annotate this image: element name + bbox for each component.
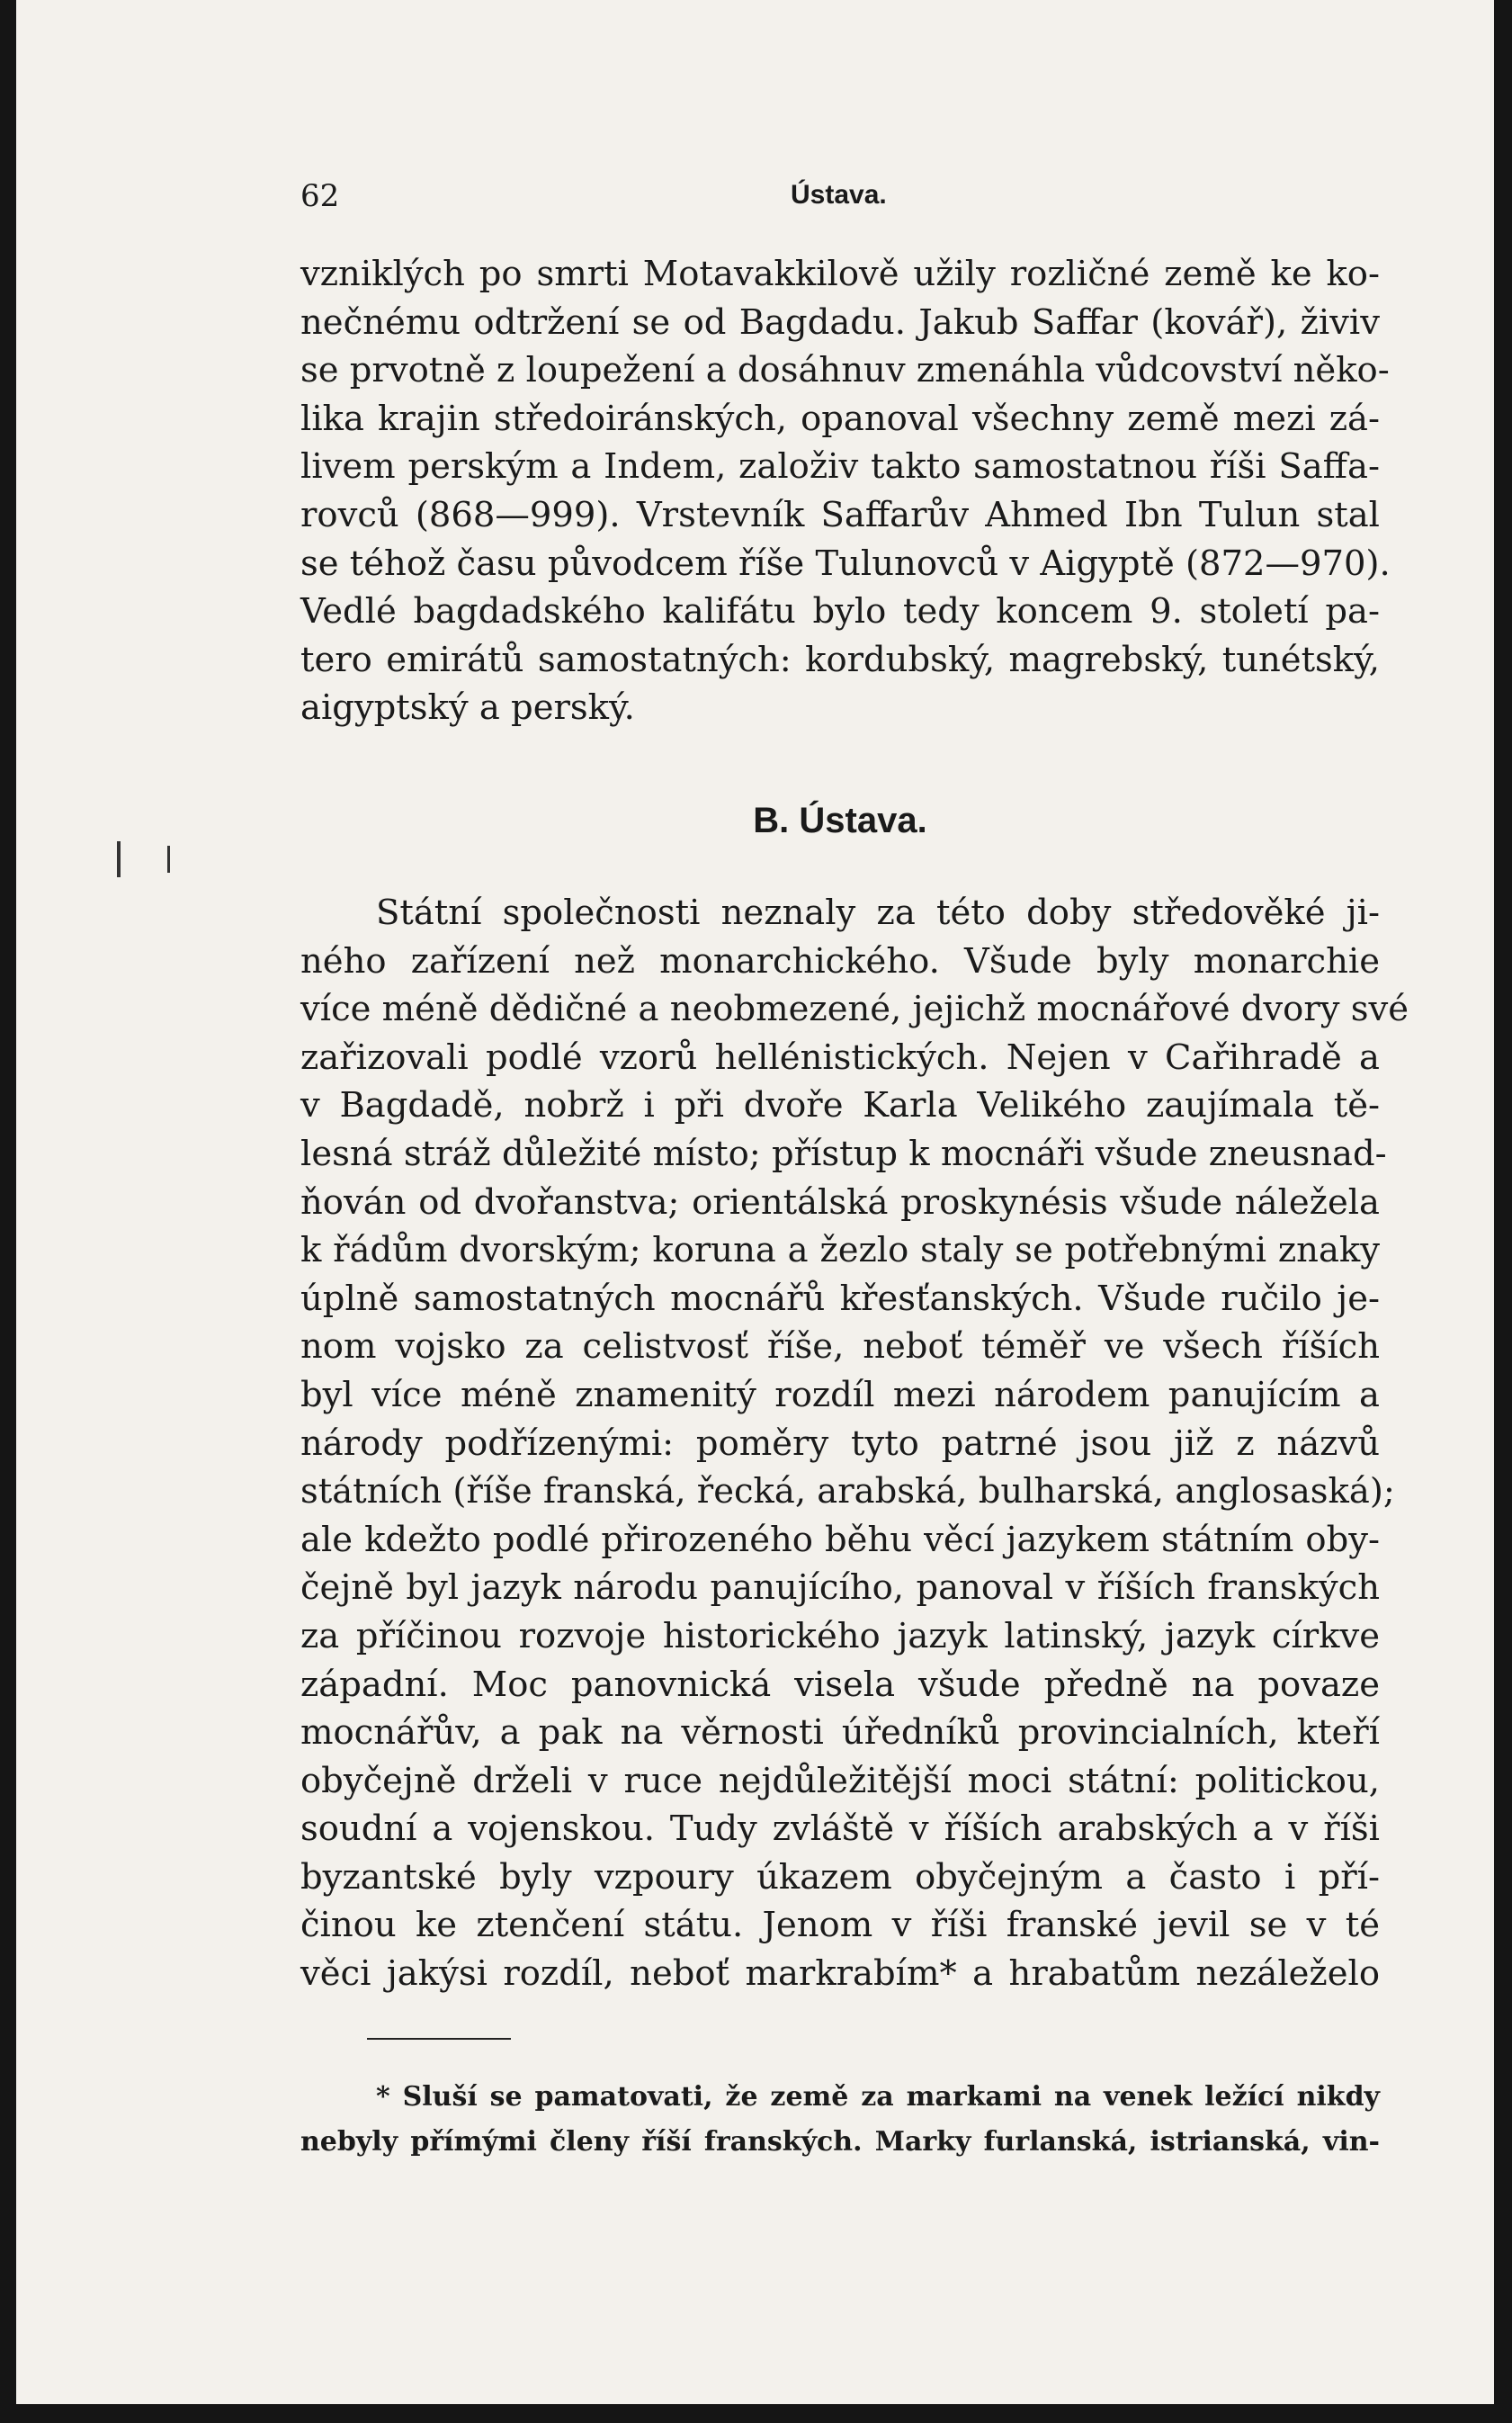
text-line: v Bagdadě, nobrž i při dvoře Karla Velikého zaujímala tě- bbox=[300, 1085, 1380, 1126]
text-line: ného zařízení než monarchického. Všude byly monarchie bbox=[300, 940, 1380, 982]
footnote-line: nebyly přímými členy říší franských. Marky furlanská, istrianská, vin- bbox=[300, 2126, 1380, 2158]
text-line: věci jakýsi rozdíl, neboť markrabím* a hrabatům nezáleželo bbox=[300, 1953, 1380, 1995]
page-number: 62 bbox=[300, 178, 340, 214]
text-line: lesná stráž důležité místo; přístup k mocnáři všude zneusnad- bbox=[300, 1133, 1387, 1174]
text-line: byzantské byly vzpoury úkazem obyčejným a často i pří- bbox=[300, 1856, 1380, 1898]
footnote bbox=[300, 2075, 1380, 2165]
text-line: za příčinou rozvoje historického jazyk latinský, jazyk církve bbox=[300, 1615, 1380, 1656]
section-heading: B. Ústava. bbox=[753, 801, 927, 840]
text-line: západní. Moc panovnická visela všude předně na povaze bbox=[300, 1664, 1380, 1705]
text-line: aigyptský a perský. bbox=[300, 687, 635, 729]
text-line: nečnému odtržení se od Bagdadu. Jakub Saffar (kovář), živiv bbox=[300, 301, 1380, 343]
text-line: obyčejně drželi v ruce nejdůležitější moci státní: politickou, bbox=[300, 1760, 1380, 1801]
text-line: Státní společnosti neznaly za této doby středověké ji- bbox=[376, 893, 1380, 933]
text-line: soudní a vojenskou. Tudy zvláště v říších arabských a v říši bbox=[300, 1808, 1380, 1850]
margin-mark bbox=[167, 846, 170, 873]
text-line: vzniklých po smrti Motavakkilově užily rozličné země ke ko- bbox=[300, 254, 1380, 294]
footnote-line: * Sluší se pamatovati, že země za markami na venek ležící nikdy bbox=[376, 2081, 1380, 2113]
text-line: rovců (868—999). Vrstevník Saffarův Ahmed Ibn Tulun stal bbox=[300, 494, 1380, 535]
paragraph-1 bbox=[300, 250, 1391, 732]
page-header bbox=[300, 178, 1380, 214]
text-line: se téhož času původcem říše Tulunovců v Aigyptě (872—970). bbox=[300, 543, 1391, 584]
text-line: státních (říše franská, řecká, arabská, bulharská, anglosaská); bbox=[300, 1471, 1395, 1512]
text-line: úplně samostatných mocnářů křesťanských. Všude ručilo je- bbox=[300, 1278, 1380, 1319]
text-line: nom vojsko za celistvosť říše, neboť téměř ve všech říších bbox=[300, 1326, 1380, 1368]
text-line: se prvotně z loupežení a dosáhnuv zmenáhla vůdcovství něko- bbox=[300, 350, 1390, 391]
text-line: národy podřízenými: poměry tyto patrné jsou již z názvů bbox=[300, 1422, 1380, 1464]
text-line: livem perským a Indem, založiv takto samostatnou říši Saffa- bbox=[300, 446, 1380, 488]
text-line: čejně byl jazyk národu panujícího, panoval v říších franských bbox=[300, 1567, 1380, 1609]
paragraph-2 bbox=[300, 889, 1409, 1998]
text-line: Vedlé bagdadského kalifátu bylo tedy koncem 9. století pa- bbox=[300, 591, 1380, 633]
footnote-rule bbox=[367, 2038, 511, 2040]
text-line: více méně dědičné a neobmezené, jejichž mocnářové dvory své bbox=[300, 989, 1409, 1030]
text-line: zařizovali podlé vzorů hellénistických. Nejen v Cařihradě a bbox=[300, 1037, 1380, 1078]
running-head: Ústava. bbox=[791, 180, 887, 210]
text-line: ale kdežto podlé přirozeného běhu věcí jazykem státním oby- bbox=[300, 1519, 1380, 1560]
margin-mark bbox=[117, 841, 121, 877]
text-line: lika krajin středoiránských, opanoval všechny země mezi zá- bbox=[300, 398, 1380, 439]
text-line: mocnářův, a pak na věrnosti úředníků provincialních, kteří bbox=[300, 1712, 1380, 1754]
text-line: tero emirátů samostatných: kordubský, magrebský, tunétský, bbox=[300, 639, 1380, 680]
text-line: byl více méně znamenitý rozdíl mezi národem panujícím a bbox=[300, 1374, 1380, 1415]
text-line: ňován od dvořanstva; orientálská proskynésis všude náležela bbox=[300, 1181, 1380, 1223]
text-line: k řádům dvorským; koruna a žezlo staly se potřebnými znaky bbox=[300, 1230, 1380, 1271]
book-page bbox=[16, 0, 1494, 2404]
text-line: činou ke ztenčení státu. Jenom v říši franské jevil se v té bbox=[300, 1905, 1380, 1946]
